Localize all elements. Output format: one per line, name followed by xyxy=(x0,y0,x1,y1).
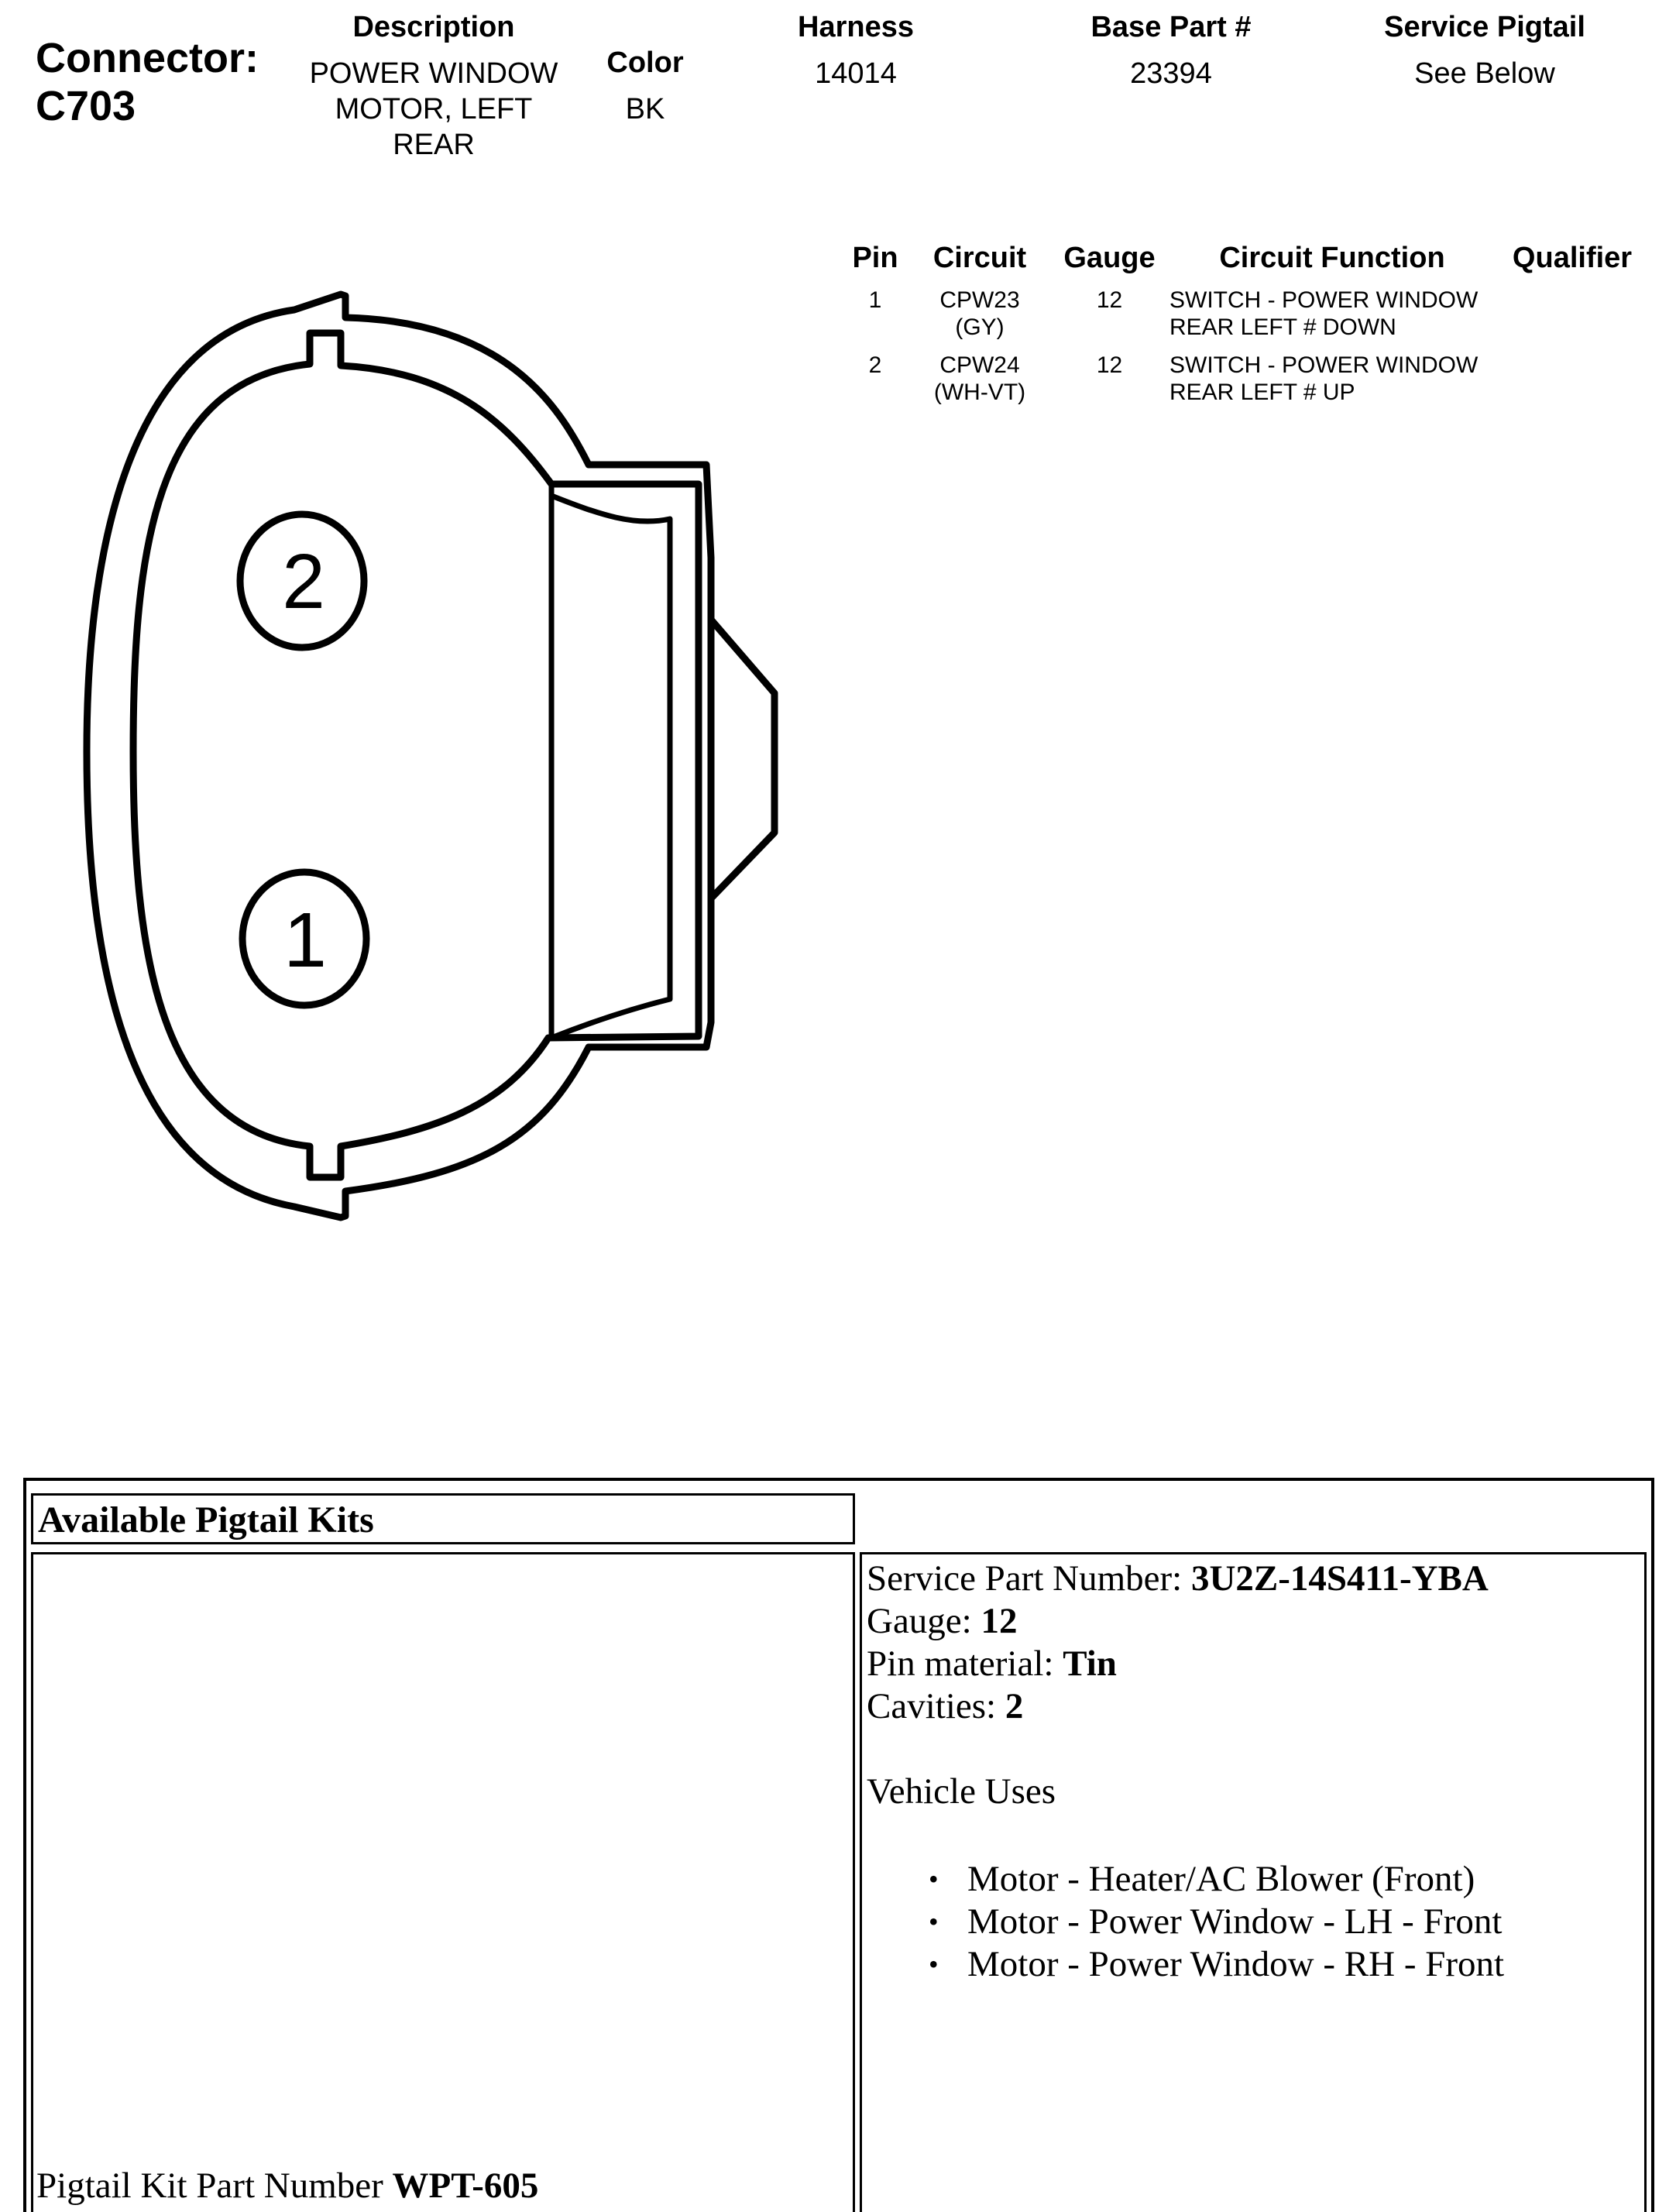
harness-header: Harness xyxy=(798,11,914,43)
pin-material xyxy=(867,1643,1641,1685)
pigtail-gauge xyxy=(867,1600,1641,1643)
pigtail-kit-part-value: WPT-605 xyxy=(392,2166,539,2206)
pin-material-value: Tin xyxy=(1063,1644,1117,1684)
description-line: REAR xyxy=(393,129,475,161)
circuit-id xyxy=(914,287,1046,341)
connector-id: C703 xyxy=(36,83,136,129)
list-item: • Motor - Power Window - LH - Front xyxy=(967,1901,1641,1943)
description-line: MOTOR, LEFT xyxy=(335,93,533,125)
qualifier-column-header: Qualifier xyxy=(1512,242,1633,274)
description-line: POWER WINDOW xyxy=(309,57,558,90)
circuit-id xyxy=(914,352,1046,406)
circuit-function-line: SWITCH - POWER WINDOW xyxy=(1169,287,1479,313)
vehicle-uses-list xyxy=(867,1858,1641,1986)
circuit-wire-color: (WH-VT) xyxy=(933,380,1026,405)
wire-gauge: 12 xyxy=(1096,352,1123,378)
description-value xyxy=(279,56,589,163)
circuit-function-line: REAR LEFT # UP xyxy=(1169,380,1355,405)
pin-number: 1 xyxy=(868,287,882,313)
circuit-function xyxy=(1169,352,1495,406)
vehicle-uses-heading: Vehicle Uses xyxy=(867,1771,1056,1812)
pin-material-label: Pin material: xyxy=(867,1644,1063,1684)
circuit-function xyxy=(1169,287,1495,341)
pigtail-details-panel xyxy=(860,1552,1647,2212)
service-pigtail-header: Service Pigtail xyxy=(1384,11,1585,43)
pigtail-details xyxy=(867,1558,1641,1986)
cavities xyxy=(867,1685,1641,1728)
pigtail-gauge-value: 12 xyxy=(981,1601,1018,1641)
pigtail-kits-title-box xyxy=(31,1493,855,1544)
gauge-column-header: Gauge xyxy=(1063,242,1156,274)
pin-column-header: Pin xyxy=(852,242,898,274)
cavities-value: 2 xyxy=(1005,1686,1024,1726)
circuit-function-column-header: Circuit Function xyxy=(1219,242,1445,274)
pigtail-kits-title: Available Pigtail Kits xyxy=(38,1499,374,1540)
circuit-wire-color: (GY) xyxy=(955,314,1005,340)
service-part-label: Service Part Number: xyxy=(867,1558,1191,1599)
color-value: BK xyxy=(625,93,665,125)
connector-label: Connector: xyxy=(36,35,259,81)
service-part-value: 3U2Z-14S411-YBA xyxy=(1190,1558,1489,1599)
pigtail-image-panel xyxy=(31,1552,855,2212)
pin-1-label: 1 xyxy=(283,897,327,984)
base-part-header: Base Part # xyxy=(1090,11,1252,43)
connector-title xyxy=(36,34,259,130)
pigtail-kit-part-label: Pigtail Kit Part Number xyxy=(36,2166,393,2206)
list-item: • Motor - Heater/AC Blower (Front) xyxy=(967,1858,1641,1901)
service-part-number xyxy=(867,1558,1641,1600)
pin-number: 2 xyxy=(868,352,882,378)
base-part-value: 23394 xyxy=(1130,57,1212,90)
connector-face-diagram xyxy=(0,279,805,1239)
pin-2-label: 2 xyxy=(282,538,325,625)
circuit-code: CPW24 xyxy=(939,352,1020,378)
harness-value: 14014 xyxy=(815,57,897,90)
cavities-label: Cavities: xyxy=(867,1686,1005,1726)
pigtail-gauge-label: Gauge: xyxy=(867,1601,981,1641)
list-item: • Motor - Power Window - RH - Front xyxy=(967,1943,1641,1986)
connector-outer-outline xyxy=(87,294,711,1218)
circuit-function-line: REAR LEFT # DOWN xyxy=(1169,314,1396,340)
connector-latch-recess xyxy=(551,484,670,1038)
circuit-column-header: Circuit xyxy=(932,242,1027,274)
color-header: Color xyxy=(606,46,684,79)
circuit-code: CPW23 xyxy=(939,287,1020,313)
connector-side-tab xyxy=(711,620,774,898)
service-pigtail-value: See Below xyxy=(1414,57,1555,90)
pigtail-kit-part-number xyxy=(36,2165,538,2207)
wire-gauge: 12 xyxy=(1096,287,1123,313)
description-header: Description xyxy=(352,11,515,43)
circuit-function-line: SWITCH - POWER WINDOW xyxy=(1169,352,1479,378)
